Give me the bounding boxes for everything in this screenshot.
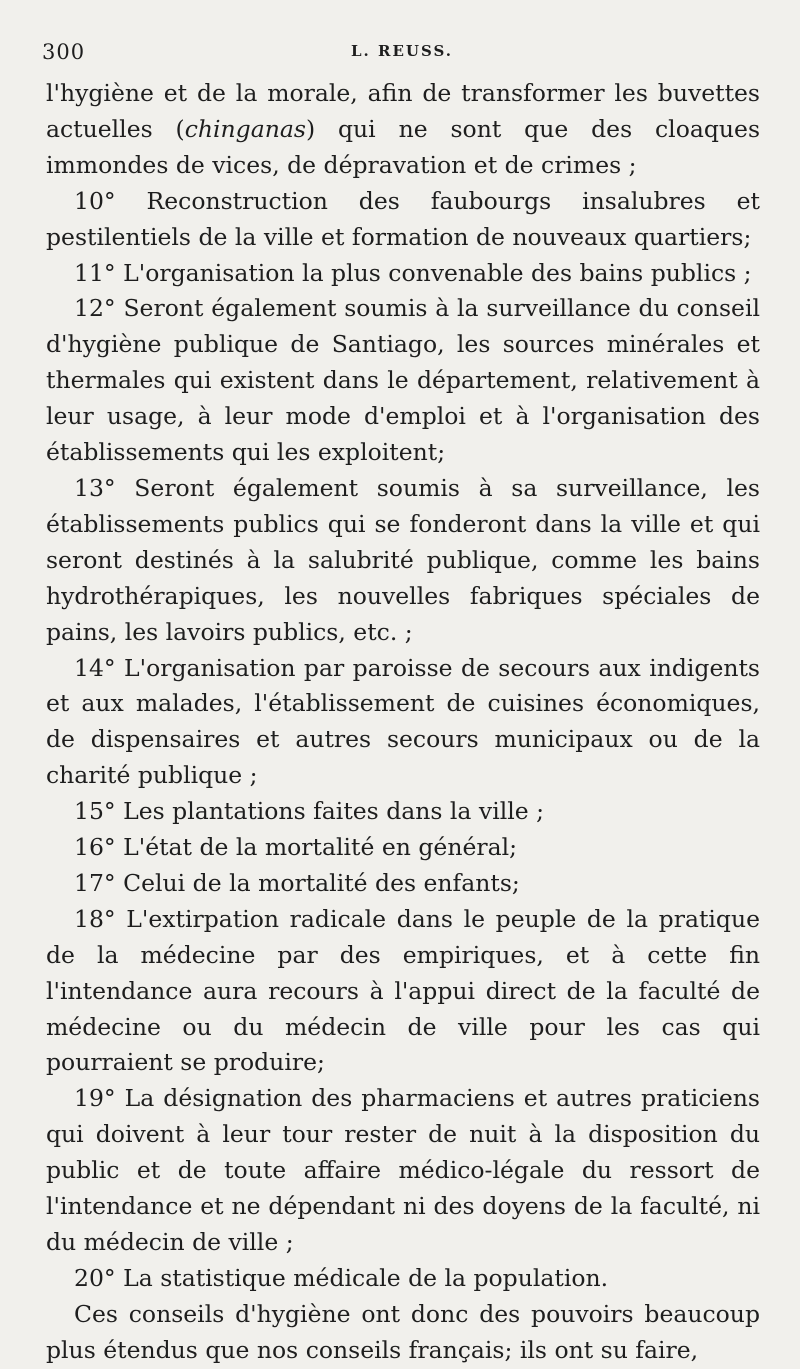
text-run: ) qui ne sont que des cloaques immondes de vices, de dépravation et de crimes ; [46, 114, 761, 179]
text-run: l'hygiène et de la morale, afin de transformer les buvettes actuelles ( [46, 79, 760, 143]
paragraph-continuation [46, 76, 760, 184]
paragraph-item-12: 12° Seront également soumis à la surveillance du conseil d'hygiène publique de Santiago, les sources minérales et thermales qui existent dans le département, relativement à leur usage, à leur mode d'emploi et à l'organisation des établissements qui les exploitent; [46, 294, 760, 467]
running-head: L. REUSS. [351, 42, 453, 60]
paragraph-item-20: 20° La statistique médicale de la population. [74, 1263, 609, 1292]
page-number: 300 [42, 40, 86, 64]
paragraph-item-11: 11° L'organisation la plus convenable des bains publics ; [74, 258, 752, 287]
paragraph-item-10: 10° Reconstruction des faubourgs insalubres et pestilentiels de la ville et formation de nouveaux quartiers; [46, 186, 760, 251]
paragraph-item-16: 16° L'état de la mortalité en général; [74, 833, 518, 862]
italic-term: chinganas [184, 114, 306, 143]
paragraph-item-15: 15° Les plantations faites dans la ville ; [74, 797, 545, 826]
paragraph-final: Ces conseils d'hygiène ont donc des pouvoirs beaucoup plus étendus que nos conseils français; ils ont su faire, [46, 1299, 760, 1364]
page-header [42, 32, 760, 76]
paragraph-item-14: 14° L'organisation par paroisse de secours aux indigents et aux malades, l'établissement de cuisines économiques, de dispensaires et autres secours municipaux ou de la charité publique ; [46, 653, 760, 790]
body-text [46, 76, 760, 1369]
paragraph-item-13: 13° Seront également soumis à sa surveillance, les établissements publics qui se fonderont dans la ville et qui seront destinés à la salubrité publique, comme les bains hydrothérapiques, les nouvelles fabriques spéciales de pains, les lavoirs publics, etc. ; [46, 473, 760, 646]
paragraph-item-19: 19° La désignation des pharmaciens et autres praticiens qui doivent à leur tour rester de nuit à la disposition du public et de toute affaire médico-légale du ressort de l'intendance et ne dépendant ni des doyens de la faculté, ni du médecin de ville ; [46, 1084, 760, 1256]
paragraph-item-17: 17° Celui de la mortalité des enfants; [74, 868, 520, 897]
paragraph-item-18: 18° L'extirpation radicale dans le peuple de la pratique de la médecine par des empiriques, et à cette fin l'intendance aura recours à l'appui direct de la faculté de médecine ou du médecin de ville pour les cas qui pourraient se produire; [46, 904, 760, 1077]
